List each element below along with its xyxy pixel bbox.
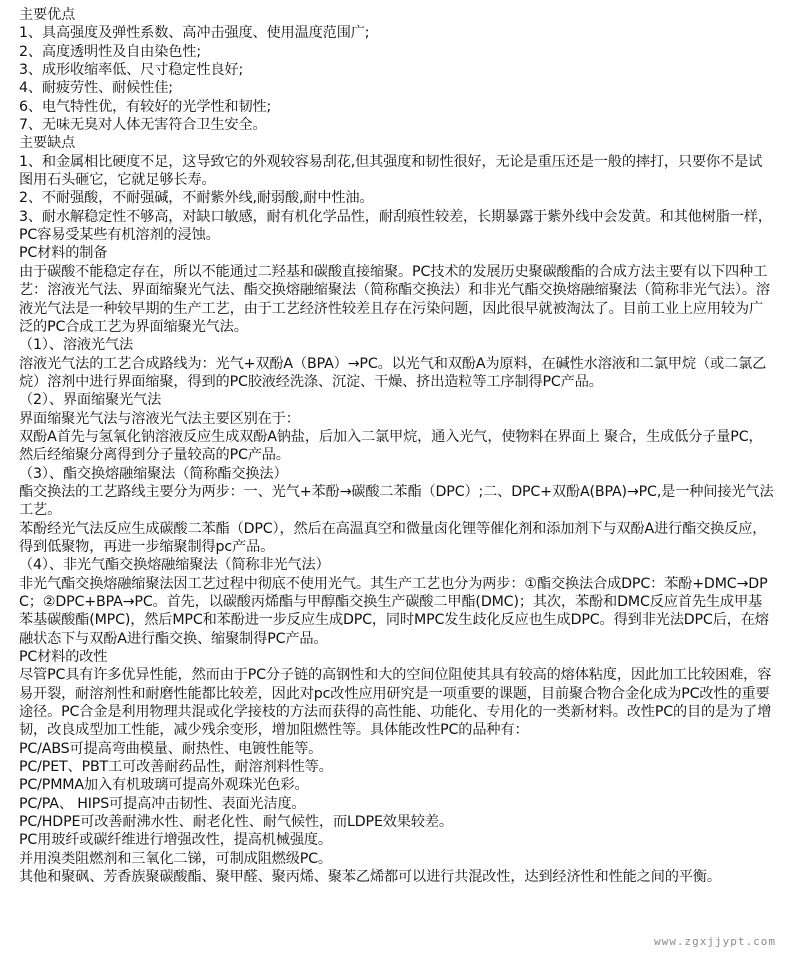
paragraph: 溶液光气法的工艺合成路线为：光气+双酚A（BPA）→PC。以光气和双酚A为原料，在碱性水溶液和二氯甲烷（或二氯乙烷）溶剂中进行界面缩聚，得到的PC胶液经洗涤、沉淀、干燥、挤出造粒等工序制得PC产品。 xyxy=(19,355,767,390)
article-body xyxy=(19,6,775,887)
paragraph: 主要缺点 xyxy=(19,135,76,152)
paragraph: 7、无味无臭对人体无害符合卫生安全。 xyxy=(19,117,267,134)
paragraph: 4、耐疲劳性、耐候性佳; xyxy=(19,80,173,97)
paragraph: PC/PMMA加入有机玻璃可提高外观珠光色彩。 xyxy=(19,777,309,794)
paragraph: 1、具高强度及弹性系数、高冲击强度、使用温度范围广; xyxy=(19,25,370,42)
paragraph: 界面缩聚光气法与溶液光气法主要区别在于： xyxy=(19,410,300,427)
paragraph: PC/PA、 HIPS可提高冲击韧性、表面光洁度。 xyxy=(19,795,306,812)
paragraph: 3、耐水解稳定性不够高，对缺口敏感，耐有机化学品性，耐刮痕性较差，长期暴露于紫外线中会发黄。和其他树脂一样，PC容易受某些有机溶剂的浸蚀。 xyxy=(19,208,772,244)
paragraph: 非光气酯交换熔融缩聚法因工艺过程中彻底不使用光气。其生产工艺也分为两步：①酯交换法合成DPC：苯酚+DMC→DPC；②DPC+BPA→PC。首先，以碳酸丙烯酯与甲醇酯交换生产碳酸二甲酯(DMC)；其次，苯酚和DMC反应首先生成甲基苯基碳酸酯(MPC)，然后MPC和苯酚进一步反应生成DPC，同时MPC发生歧化反应也生成DPC。得到非光法DPC后，在熔融状态下与双酚A进行酯交换、缩聚制得PC产品。 xyxy=(19,575,769,647)
paragraph: PC/HDPE可改善耐沸水性、耐老化性、耐气候性，而LDPE效果较差。 xyxy=(19,814,453,831)
paragraph: 2、不耐强酸，不耐强碱，不耐紫外线,耐弱酸,耐中性油。 xyxy=(19,190,374,207)
paragraph: 苯酚经光气法反应生成碳酸二苯酯（DPC），然后在高温真空和微量卤化锂等催化剂和添加剂下与双酚A进行酯交换反应，得到低聚物，再进一步缩聚制得pc产品。 xyxy=(19,520,767,555)
paragraph: PC材料的制备 xyxy=(19,245,108,262)
watermark: www.zgxjjypt.com xyxy=(654,935,776,948)
paragraph: PC/PET、PBT工可改善耐药品性，耐溶剂料性等。 xyxy=(19,759,333,776)
paragraph: PC用玻纤或碳纤维进行增强改性，提高机械强度。 xyxy=(19,832,332,849)
paragraph: 由于碳酸不能稳定存在，所以不能通过二羟基和碳酸直接缩聚。PC技术的发展历史聚碳酸酯的合成方法主要有以下四种工艺：溶液光气法、界面缩聚光气法、酯交换熔融缩聚法（简称酯交换法）和非光气酯交换熔融缩聚法（简称非光气法）。溶液光气法是一种较早期的生产工艺，由于工艺经济性较差且存在污染问题，因此很早就被淘汰了。目前工业上应用较为广泛的PC合成工艺为界面缩聚光气法。 xyxy=(19,263,770,335)
paragraph: 3、成形收缩率低、尺寸稳定性良好; xyxy=(19,62,244,79)
paragraph: 尽管PC具有许多优异性能，然而由于PC分子链的高钢性和大的空间位阻使其具有较高的熔体粘度，因此加工比较困难，容易开裂，耐溶剂性和耐磨性能都比较差，因此对pc改性应用研究是一项重要的课题，目前聚合物合金化成为PC改性的重要途径。PC合金是利用物理共混或化学接枝的方法而获得的高性能、功能化、专用化的一类新材料。改性PC的目的是为了增韧，改良成型加工性能，减少残余变形，增加阻燃性等。具体能改性PC的品种有： xyxy=(19,667,772,739)
paragraph: 并用溴类阻燃剂和三氧化二锑，可制成阻燃级PC。 xyxy=(19,850,332,867)
paragraph: PC材料的改性 xyxy=(19,649,108,666)
paragraph: 1、和金属相比硬度不足，这导致它的外观较容易刮花,但其强度和韧性很好，无论是重压还是一般的摔打，只要你不是试图用石头砸它，它就足够长寿。 xyxy=(19,153,763,189)
paragraph: PC/ABS可提高弯曲模量、耐热性、电镀性能等。 xyxy=(19,740,323,757)
paragraph: 酯交换法的工艺路线主要分为两步：一、光气+苯酚→碳酸二苯酯（DPC）;二、DPC+双酚A(BPA)→PC,是一种间接光气法工艺。 xyxy=(19,483,774,519)
paragraph: （3）、酯交换熔融缩聚法（简称酯交换法） xyxy=(19,465,288,482)
paragraph: 2、高度透明性及自由染色性; xyxy=(19,43,201,60)
paragraph: 双酚A首先与氢氧化钠溶液反应生成双酚A钠盐，后加入二氯甲烷，通入光气，使物料在界面上 聚合，生成低分子量PC，然后经缩聚分离得到分子量较高的PC产品。 xyxy=(19,428,763,464)
paragraph: 主要优点 xyxy=(19,7,76,23)
paragraph: （2）、界面缩聚光气法 xyxy=(19,392,162,409)
paragraph: 其他和聚砜、芳香族聚碳酸酯、聚甲醛、聚丙烯、聚苯乙烯都可以进行共混改性，达到经济性和性能之间的平衡。 xyxy=(19,869,721,886)
paragraph: （4）、非光气酯交换熔融缩聚法（简称非光气法） xyxy=(19,557,330,574)
paragraph: （1）、溶液光气法 xyxy=(19,337,134,354)
paragraph: 6、电气特性优，有较好的光学性和韧性; xyxy=(19,98,272,115)
